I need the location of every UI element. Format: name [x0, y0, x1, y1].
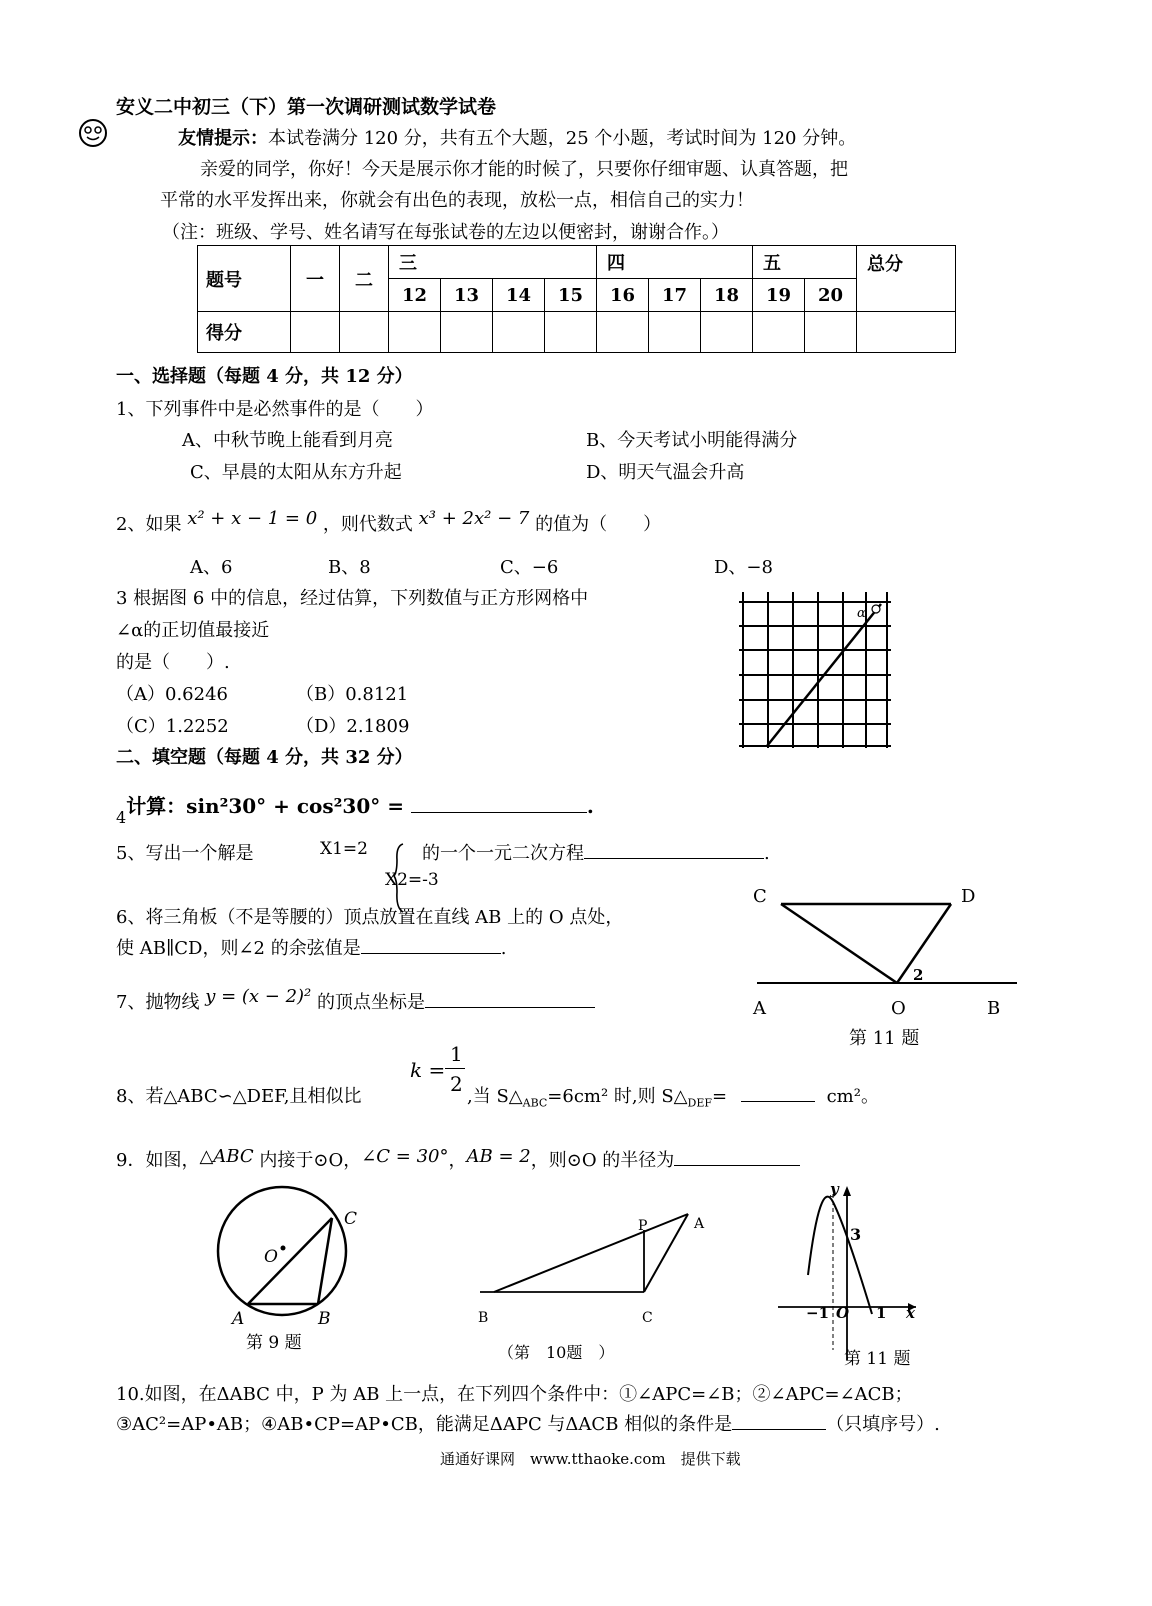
q8-equals: = — [712, 1086, 728, 1107]
q6-text: 使 AB∥CD，则∠2 的余弦值是 — [116, 938, 361, 959]
label-c: C — [344, 1209, 358, 1229]
num-cell: 20 — [805, 279, 857, 312]
q8-unit: cm²。 — [826, 1086, 879, 1107]
question-9 — [116, 1146, 800, 1172]
q4-answer-blank[interactable] — [411, 794, 587, 813]
section-1-heading: 一、选择题（每题 4 分，共 12 分） — [116, 366, 413, 387]
q9-prefix: 9．如图， — [116, 1150, 200, 1171]
label-c: C — [753, 886, 767, 907]
label-o: O — [836, 1304, 850, 1322]
y-axis-arrow — [843, 1186, 851, 1196]
label-x: x — [906, 1304, 915, 1322]
q8-text-2: =6cm² 时,则 S△ — [547, 1086, 688, 1107]
q9-separator: ， — [448, 1150, 467, 1171]
label-p: P — [638, 1218, 648, 1234]
figure-caption: （第 10题 ） — [498, 1343, 615, 1362]
q9-suffix: ，则⊙O 的半径为 — [530, 1150, 675, 1171]
question-10-line-2 — [116, 1410, 940, 1436]
num-cell: 18 — [701, 279, 753, 312]
q9-text: 内接于⊙O， — [259, 1150, 362, 1171]
q7-suffix: 的顶点坐标是 — [317, 992, 426, 1013]
q5-answer-blank[interactable] — [584, 840, 764, 859]
q7-answer-blank[interactable] — [425, 989, 595, 1008]
q3-option-b: （B）0.8121 — [296, 684, 409, 705]
question-6-line-2 — [116, 934, 506, 960]
angle-marker — [872, 605, 880, 613]
q2-expression: x³ + 2x² − 7 — [418, 508, 530, 529]
score-cell[interactable] — [441, 312, 493, 353]
score-cell[interactable] — [389, 312, 441, 353]
intro-line-2: 平常的水平发挥出来，你就会有出色的表现，放松一点，相信自己的实力！ — [160, 190, 754, 211]
num-cell: 12 — [389, 279, 441, 312]
label-1: 1 — [876, 1304, 887, 1322]
num-cell: 16 — [597, 279, 649, 312]
q8-sub-abc: ABC — [522, 1096, 548, 1110]
alpha-label: α — [857, 606, 866, 621]
smiley-icon — [78, 118, 108, 148]
label-a: A — [232, 1309, 245, 1329]
label-b: B — [478, 1310, 489, 1326]
q4-end: . — [586, 794, 594, 818]
q2-option-c: C、−6 — [500, 557, 559, 578]
intro-line-1: 亲爱的同学，你好！今天是展示你才能的时候了，只要你仔细审题、认真答题，把 — [200, 159, 848, 180]
circle-figure — [210, 1178, 370, 1356]
q8-sub-def: DEF — [687, 1096, 713, 1110]
line-ca — [644, 1214, 688, 1292]
question-1: 1、下列事件中是必然事件的是（ ） — [116, 399, 434, 420]
figure-caption: 第 9 题 — [246, 1333, 302, 1353]
q2-middle: ，则代数式 — [322, 514, 413, 535]
label-d: D — [961, 886, 976, 907]
q2-prefix: 2、如果 — [116, 514, 182, 535]
grid-figure — [735, 588, 895, 752]
score-cell[interactable] — [545, 312, 597, 353]
triangle-figure-10 — [470, 1200, 720, 1366]
q8-text-1: ,当 S△ — [467, 1086, 523, 1107]
q1-option-a: A、中秋节晚上能看到月亮 — [182, 430, 393, 451]
q2-option-b: B、8 — [328, 557, 371, 578]
parabola-curve — [808, 1197, 872, 1314]
question-2 — [116, 510, 661, 536]
q4-text: 计算：sin²30° + cos²30° = — [126, 794, 411, 818]
label-angle-2: 2 — [913, 966, 924, 984]
header-three: 三 — [389, 246, 597, 279]
note-line: （注：班级、学号、姓名请写在每张试卷的左边以便密封，谢谢合作。） — [162, 222, 729, 243]
score-cell[interactable] — [805, 312, 857, 353]
header-five: 五 — [753, 246, 857, 279]
q6-answer-blank[interactable] — [361, 935, 501, 954]
label-o: O — [264, 1247, 278, 1267]
q1-option-c: C、早晨的太阳从东方升起 — [190, 462, 402, 483]
parabola-figure — [776, 1180, 926, 1370]
score-cell[interactable] — [649, 312, 701, 353]
tip-text: 本试卷满分 120 分，共有五个大题，25 个小题，考试时间为 120 分钟。 — [268, 128, 857, 149]
q7-equation: y = (x − 2)² — [205, 986, 312, 1007]
score-cell[interactable] — [857, 312, 956, 353]
q2-suffix: 的值为（ ） — [535, 514, 662, 535]
question-7 — [116, 988, 595, 1014]
q8-answer-blank[interactable] — [741, 1083, 815, 1102]
num-cell: 17 — [649, 279, 701, 312]
section-2-heading: 二、填空题（每题 4 分，共 32 分） — [116, 747, 413, 768]
label-a: A — [694, 1216, 705, 1232]
q9-ab: AB = 2 — [466, 1146, 531, 1167]
header-number-label: 题号 — [198, 246, 291, 312]
q8-prefix: 8、若△ABC∽△DEF,且相似比 — [116, 1086, 362, 1107]
header-four: 四 — [597, 246, 753, 279]
header-two: 二 — [340, 246, 389, 312]
q8-suffix — [467, 1082, 879, 1110]
center-dot — [281, 1246, 286, 1251]
score-table — [197, 245, 956, 353]
q3-option-c: （C）1.2252 — [116, 716, 229, 737]
num-cell: 14 — [493, 279, 545, 312]
header-one: 一 — [291, 246, 340, 312]
question-6-line-1: 6、将三角板（不是等腰的）顶点放置在直线 AB 上的 O 点处， — [116, 907, 624, 928]
question-3-line-3: 的是（ ）. — [116, 652, 230, 673]
q5-suffix — [422, 839, 770, 865]
q3-option-a: （A）0.6246 — [116, 684, 228, 705]
q5-root-2: X2=-3 — [385, 870, 439, 890]
label-a: A — [753, 998, 766, 1019]
q6-end: . — [500, 938, 507, 959]
label-o: O — [891, 998, 906, 1019]
q10-end: （只填序号）. — [826, 1414, 940, 1435]
q5-prefix: 5、写出一个解是 — [116, 843, 254, 864]
q8-numerator: 1 — [450, 1042, 463, 1066]
score-cell[interactable] — [701, 312, 753, 353]
line-co — [781, 904, 897, 983]
label-3: 3 — [850, 1225, 862, 1244]
q4-number: 4 — [116, 808, 127, 827]
label-c: C — [642, 1310, 653, 1326]
q5-root-1: X1=2 — [320, 839, 368, 859]
label-b: B — [318, 1309, 331, 1329]
question-3-line-2: ∠α的正切值最接近 — [116, 620, 270, 641]
tip-label: 友情提示： — [178, 128, 268, 149]
line-do — [897, 904, 951, 983]
q8-fraction-bar — [445, 1068, 465, 1069]
score-cell[interactable] — [291, 312, 340, 353]
figure-caption: 第 11 题 — [849, 1028, 920, 1049]
q5-text: 的一个一元二次方程 — [422, 843, 584, 864]
q2-option-d: D、−8 — [714, 557, 773, 578]
q1-option-d: D、明天气温会升高 — [586, 462, 745, 483]
q7-prefix: 7、抛物线 — [116, 992, 200, 1013]
q10-answer-blank[interactable] — [732, 1411, 826, 1430]
label-b: B — [987, 998, 1001, 1019]
q1-option-b: B、今天考试小明能得满分 — [586, 430, 798, 451]
q9-answer-blank[interactable] — [674, 1147, 800, 1166]
q8-denominator: 2 — [450, 1072, 463, 1096]
label-neg1: −1 — [806, 1304, 830, 1322]
q5-end: . — [764, 843, 770, 864]
score-cell[interactable] — [753, 312, 805, 353]
num-cell: 13 — [441, 279, 493, 312]
num-cell: 19 — [753, 279, 805, 312]
q9-angle: ∠C = 30° — [361, 1146, 449, 1167]
score-cell[interactable] — [493, 312, 545, 353]
q10-text: ③AC²=AP•AB；④AB•CP=AP•CB，能满足ΔAPC 与ΔACB 相似的条件是 — [116, 1414, 733, 1435]
figure-caption: 第 11 题 — [844, 1349, 911, 1369]
footer: 通通好课网 www.tthaoke.com 提供下载 — [440, 1450, 741, 1468]
q8-k: k = — [410, 1058, 446, 1082]
triangle-parallel-figure — [745, 880, 1035, 1050]
label-y: y — [830, 1180, 839, 1198]
num-cell: 15 — [545, 279, 597, 312]
tip-line — [178, 124, 856, 150]
question-4 — [116, 790, 594, 827]
q2-option-a: A、6 — [190, 557, 233, 578]
score-cell[interactable] — [597, 312, 649, 353]
q2-equation: x² + x − 1 = 0 — [187, 508, 318, 529]
question-3-line-1: 3 根据图 6 中的信息，经过估算，下列数值与正方形网格中 — [116, 588, 589, 609]
question-10-line-1: 10.如图，在ΔABC 中，P 为 AB 上一点，在下列四个条件中：①∠APC=∠B；②∠APC=∠ACB； — [116, 1384, 913, 1405]
score-cell[interactable] — [340, 312, 389, 353]
grid-lines — [739, 592, 891, 748]
score-row-label: 得分 — [198, 312, 291, 353]
exam-title: 安义二中初三（下）第一次调研测试数学试卷 — [116, 96, 497, 118]
q3-option-d: （D）2.1809 — [296, 716, 410, 737]
q9-triangle: △ABC — [199, 1146, 254, 1167]
line-ba — [494, 1214, 688, 1292]
header-total: 总分 — [857, 246, 956, 312]
